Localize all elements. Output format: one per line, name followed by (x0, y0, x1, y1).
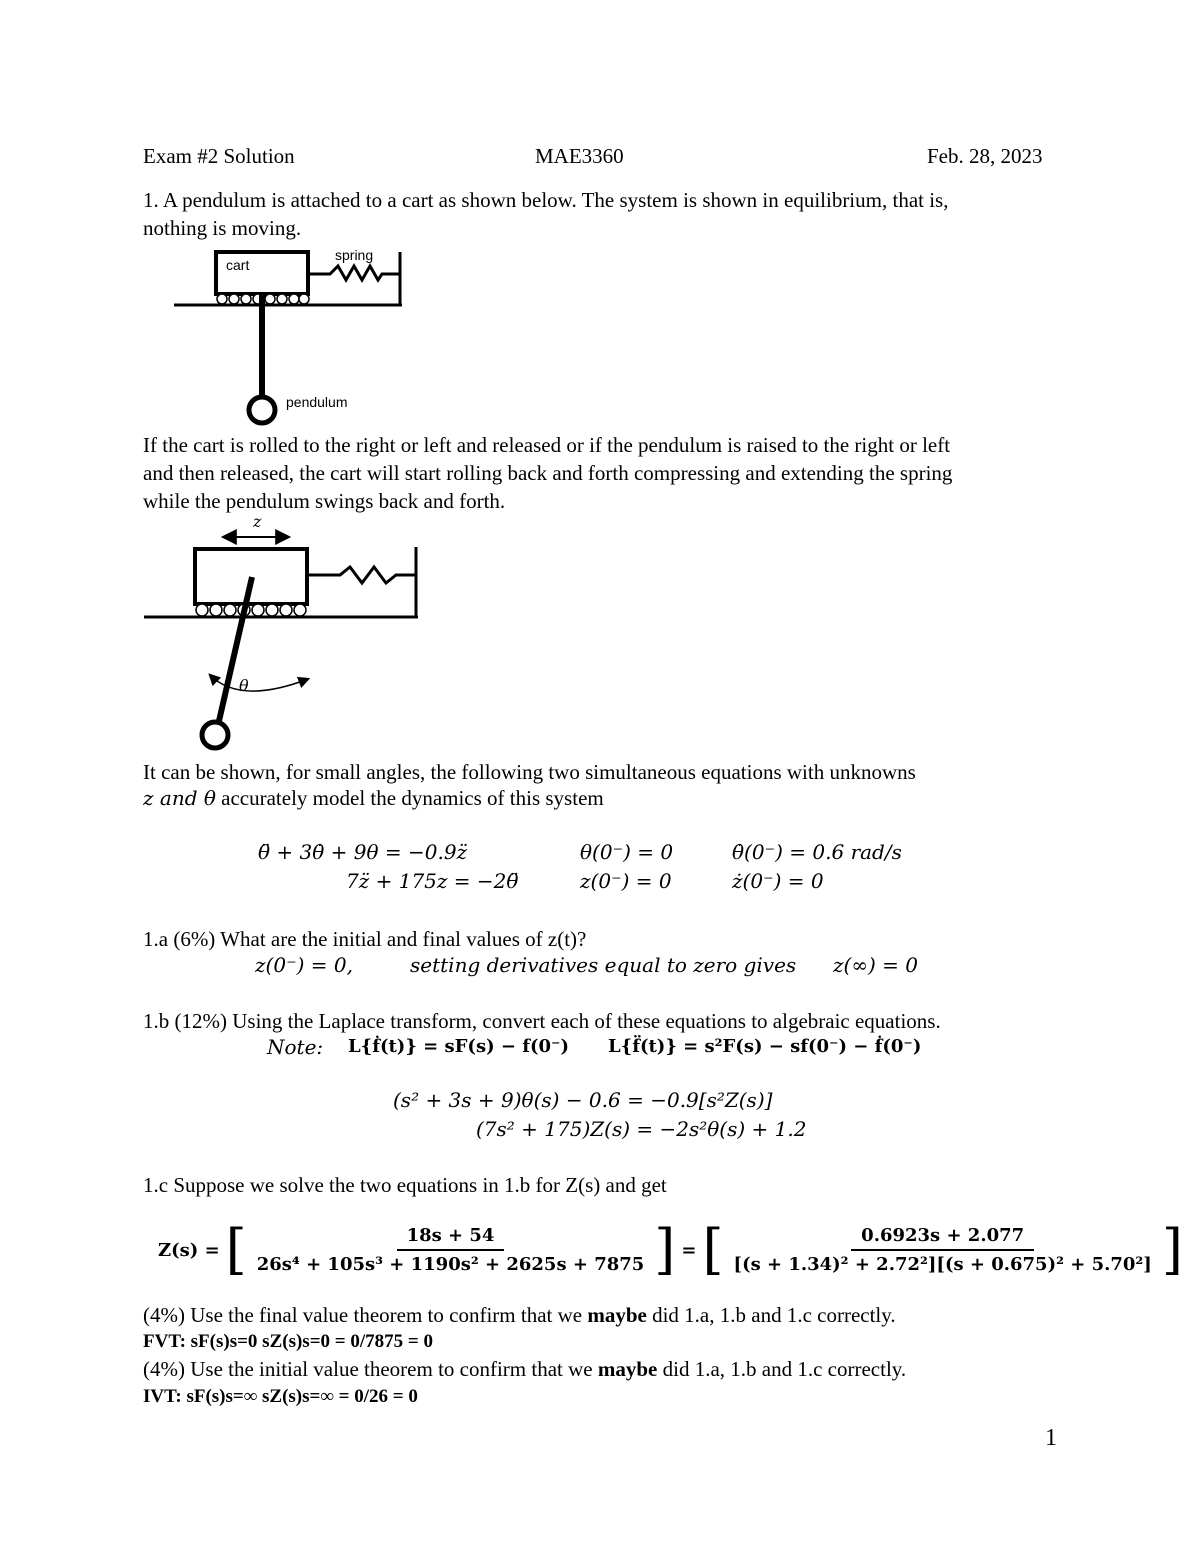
transfer-function-lhs: Z(s) = (158, 1239, 220, 1261)
laplace-equation-pendulum: (s² + 3s + 9)θ(s) − 0.6 = −0.9[s²Z(s)] (393, 1088, 773, 1112)
cart-label: cart (226, 257, 250, 273)
z-label: z (253, 512, 262, 531)
transfer-function-factored-fraction (724, 1225, 1162, 1275)
ivt-answer: IVT: sF(s)s=∞ sZ(s)s=∞ = 0/26 = 0 (143, 1386, 418, 1407)
theta-label: θ (239, 676, 249, 695)
ivt-prompt: (4%) Use the initial value theorem to confirm that we maybe did 1.a, 1.b and 1.c correctly. (143, 1357, 907, 1381)
problem-intro-line2: nothing is moving. (143, 216, 302, 240)
initial-condition-z: z(0⁻) = 0 (580, 869, 672, 893)
description-line3: while the pendulum swings back and forth. (143, 489, 506, 513)
part-a-final-value: z(∞) = 0 (833, 953, 918, 977)
laplace-first-derivative: L{ḟ(t)} = sF(s) − f(0⁻) (348, 1036, 570, 1057)
header-date: Feb. 28, 2023 (927, 144, 1043, 168)
pendulum-bob (202, 722, 228, 748)
laplace-equation-cart: (7s² + 175)Z(s) = −2s²θ(s) + 1.2 (476, 1117, 807, 1141)
equation-cart: 7z̈ + 175z = −2θ̈ (346, 869, 519, 893)
header-course: MAE3360 (535, 144, 624, 168)
problem-intro-line1: 1. A pendulum is attached to a cart as shown below. The system is shown in equilibrium, that is, (143, 188, 949, 212)
initial-condition-z-dot: ż(0⁻) = 0 (732, 869, 824, 893)
spring (308, 266, 400, 280)
transfer-function-polynomial-fraction (247, 1225, 655, 1275)
laplace-second-derivative: L{f̈(t)} = s²F(s) − sf(0⁻) − ḟ(0⁻) (608, 1036, 922, 1057)
fvt-prompt: (4%) Use the final value theorem to confirm that we maybe did 1.a, 1.b and 1.c correctly. (143, 1303, 896, 1327)
fraction2-numerator: 0.6923s + 2.077 (851, 1225, 1034, 1251)
part-a-initial-value: z(0⁻) = 0, (255, 953, 353, 977)
model-line1: It can be shown, for small angles, the following two simultaneous equations with unknowns (143, 760, 916, 784)
model-line2 (143, 784, 604, 812)
initial-condition-theta-dot: θ̇(0⁻) = 0.6 rad/s (732, 840, 902, 864)
page-number: 1 (1045, 1425, 1057, 1451)
fvt-answer: FVT: sF(s)s=0 sZ(s)s=0 = 0/7875 = 0 (143, 1331, 433, 1352)
pendulum-bob (249, 397, 275, 423)
spring-label: spring (335, 247, 374, 263)
fraction1-denominator: 26s⁴ + 105s³ + 1190s² + 2625s + 7875 (256, 1254, 645, 1275)
part-b-question: 1.b (12%) Using the Laplace transform, convert each of these equations to algebraic equations. (143, 1009, 941, 1033)
cart-pendulum-displaced-figure (140, 525, 430, 757)
fraction-equals: = (681, 1239, 697, 1261)
spring (307, 567, 416, 583)
transfer-function: Z(s) = [ $\frac{18s + 54}{\text{26s⁴ + 105s³ + 1190s² + 2625s + 7875}}$ ] = [ $\frac{0.6923s + 2.077}{\text{[(s + 1.34)² + 2.72²][(s + 0.675)² + 5.70²]}}$ ] (158, 1218, 1183, 1281)
pendulum-label: pendulum (286, 394, 348, 410)
cart-body (195, 549, 307, 604)
equation-pendulum: θ̈ + 3θ̇ + 9θ = −0.9z̈ (258, 840, 468, 864)
fraction1-numerator: 18s + 54 (397, 1225, 505, 1251)
unknowns-math: z and θ (143, 786, 216, 810)
model-line2-text: accurately model the dynamics of this system (215, 786, 604, 810)
part-a-question: 1.a (6%) What are the initial and final values of z(t)? (143, 927, 587, 951)
initial-condition-theta: θ(0⁻) = 0 (580, 840, 674, 864)
part-c-question: 1.c Suppose we solve the two equations in 1.b for Z(s) and get (143, 1173, 667, 1197)
part-a-explanation: setting derivatives equal to zero gives (410, 953, 797, 977)
header-left: Exam #2 Solution (143, 144, 295, 168)
description-line2: and then released, the cart will start rolling back and forth compressing and extending the spring (143, 461, 953, 485)
note-label: Note: (267, 1035, 324, 1059)
fraction2-denominator: [(s + 1.34)² + 2.72²][(s + 0.675)² + 5.70²] (733, 1254, 1152, 1275)
description-line1: If the cart is rolled to the right or left and released or if the pendulum is raised to the right or left (143, 433, 951, 457)
